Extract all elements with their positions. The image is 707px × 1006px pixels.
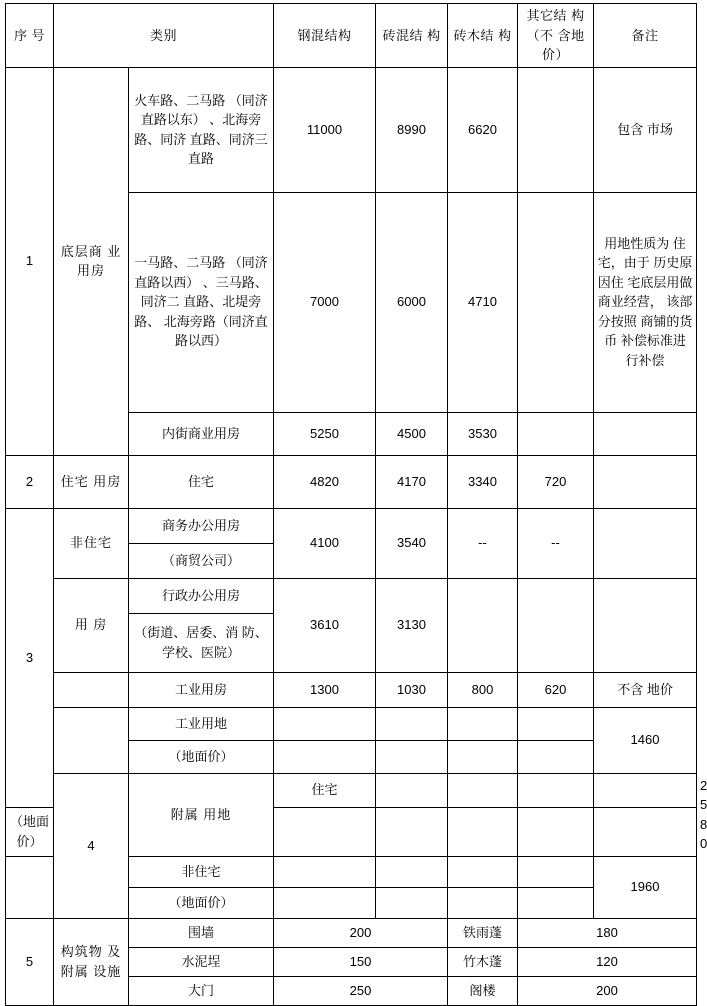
cell-qita bbox=[518, 578, 594, 672]
cell-zhuanmu bbox=[518, 773, 594, 807]
row-subcategory: 行政办公用房 bbox=[129, 578, 274, 613]
row-index: 3 bbox=[6, 508, 54, 807]
compensation-standards-table bbox=[5, 3, 707, 1006]
cell-note bbox=[594, 412, 697, 455]
table-row bbox=[6, 578, 697, 613]
cell-zhuanmu bbox=[448, 707, 518, 740]
row-subcategory-note: （商贸公司） bbox=[129, 543, 274, 578]
row-category: 附属 用地 bbox=[129, 773, 274, 856]
cell-qita bbox=[518, 887, 594, 918]
document-page bbox=[0, 3, 707, 1000]
row-subcategory: 内街商业用房 bbox=[129, 412, 274, 455]
cell-zhuanhun: 1030 bbox=[376, 672, 448, 707]
cell-zhuanhun bbox=[376, 740, 448, 773]
cell-qita bbox=[518, 67, 594, 192]
row-subcategory: 工业用房 bbox=[129, 672, 274, 707]
row-subcategory-note: （街道、居委、消 防、学校、医院） bbox=[129, 613, 274, 672]
row-category-part-a: 非住宅 bbox=[54, 508, 129, 578]
row-subcategory: 一马路、二马路 （同济直路以西） 、三马路、同济二 直路、北堤旁路、 北海旁路（同济直 路以西） bbox=[129, 192, 274, 412]
cell-zhuanhun bbox=[376, 807, 448, 856]
cell-zhuanmu: 6620 bbox=[448, 67, 518, 192]
facility-name-2: 阁楼 bbox=[448, 976, 518, 1005]
cell-qita bbox=[518, 192, 594, 412]
cell-ganghun: 1300 bbox=[274, 672, 376, 707]
table-row bbox=[6, 508, 697, 543]
row-category-spacer bbox=[54, 707, 129, 773]
row-category: 底层商 业用房 bbox=[54, 67, 129, 455]
cell-zhuanhun bbox=[376, 707, 448, 740]
header-ganghun: 钢混结构 bbox=[274, 4, 376, 68]
row-index: 5 bbox=[6, 918, 54, 1005]
cell-note: 包含 市场 bbox=[594, 67, 697, 192]
cell-note bbox=[594, 508, 697, 578]
cell-qita bbox=[594, 773, 697, 807]
cell-ganghun bbox=[376, 773, 448, 807]
cell-zhuanhun: 6000 bbox=[376, 192, 448, 412]
cell-qita bbox=[518, 856, 594, 887]
header-index: 序 号 bbox=[6, 4, 54, 68]
cell-zhuanhun: 3540 bbox=[376, 508, 448, 578]
facility-value-1: 200 bbox=[274, 918, 448, 947]
cell-qita bbox=[518, 807, 594, 856]
facility-name-2: 铁雨蓬 bbox=[448, 918, 518, 947]
facility-name-2: 竹木蓬 bbox=[448, 947, 518, 976]
header-note: 备注 bbox=[594, 4, 697, 68]
cell-qita: 620 bbox=[518, 672, 594, 707]
row-subcategory: 非住宅 bbox=[129, 856, 274, 887]
cell-qita: -- bbox=[518, 508, 594, 578]
cell-zhuanmu: -- bbox=[448, 508, 518, 578]
row-category: 住宅 用房 bbox=[54, 455, 129, 508]
cell-note bbox=[594, 578, 697, 672]
cell-zhuanmu bbox=[448, 740, 518, 773]
cell-ganghun: 7000 bbox=[274, 192, 376, 412]
table-row bbox=[6, 707, 697, 740]
header-zhuanmu: 砖木结 构 bbox=[448, 4, 518, 68]
cell-ganghun bbox=[274, 856, 376, 887]
cell-zhuanhun bbox=[376, 887, 448, 918]
cell-zhuanhun: 3130 bbox=[376, 578, 448, 672]
cell-ganghun: 4820 bbox=[274, 455, 376, 508]
cell-note bbox=[594, 455, 697, 508]
facility-name-1: 水泥埕 bbox=[129, 947, 274, 976]
cell-ganghun bbox=[274, 887, 376, 918]
facility-value-1: 250 bbox=[274, 976, 448, 1005]
facility-value-2: 120 bbox=[518, 947, 697, 976]
row-index: 2 bbox=[6, 455, 54, 508]
row-subcategory-note: （地面价） bbox=[6, 807, 54, 856]
header-qita: 其它结 构（不 含地价） bbox=[518, 4, 594, 68]
row-subcategory: 工业用地 bbox=[129, 707, 274, 740]
cell-zhuanhun bbox=[376, 856, 448, 887]
cell-zhuanmu: 800 bbox=[448, 672, 518, 707]
cell-note: 用地性质为 住宅，由于 历史原因住 宅底层用做 商业经营， 该部分按照 商铺的货币 补偿标准进 行补偿 bbox=[594, 192, 697, 412]
cell-zhuanhun: 4500 bbox=[376, 412, 448, 455]
cell-zhuanmu: 4710 bbox=[448, 192, 518, 412]
row-index: 1 bbox=[6, 67, 54, 455]
table-row bbox=[6, 67, 697, 192]
cell-zhuanhun: 4170 bbox=[376, 455, 448, 508]
cell-zhuanmu: 3340 bbox=[448, 455, 518, 508]
table-row bbox=[6, 455, 697, 508]
facility-name-1: 围墙 bbox=[129, 918, 274, 947]
cell-zhuanhun bbox=[448, 773, 518, 807]
facility-name-1: 大门 bbox=[129, 976, 274, 1005]
row-category: 构筑物 及附属 设施 bbox=[54, 918, 129, 1005]
cell-qita bbox=[518, 707, 594, 740]
row-category-part-b: 用 房 bbox=[54, 578, 129, 672]
cell-ganghun bbox=[274, 807, 376, 856]
header-zhuanhun: 砖混结 构 bbox=[376, 4, 448, 68]
row-subcategory: 火车路、二马路 （同济直路以东） 、北海旁路、同济 直路、同济三直路 bbox=[129, 67, 274, 192]
table-row bbox=[6, 918, 697, 947]
header-category: 类别 bbox=[54, 4, 274, 68]
facility-value-1: 150 bbox=[274, 947, 448, 976]
facility-value-2: 180 bbox=[518, 918, 697, 947]
cell-note: 不含 地价 bbox=[594, 672, 697, 707]
row-category-spacer bbox=[6, 856, 54, 918]
cell-zhuanmu bbox=[448, 807, 518, 856]
row-subcategory: 商务办公用房 bbox=[129, 508, 274, 543]
cell-ganghun: 5250 bbox=[274, 412, 376, 455]
cell-zhuanmu: 3530 bbox=[448, 412, 518, 455]
cell-zhuanmu bbox=[448, 578, 518, 672]
cell-qita bbox=[518, 740, 594, 773]
cell-ganghun: 11000 bbox=[274, 67, 376, 192]
row-subcategory-note: （地面价） bbox=[129, 740, 274, 773]
cell-ganghun bbox=[274, 707, 376, 740]
cell-note: 1460 bbox=[594, 707, 697, 773]
cell-note: 1960 bbox=[594, 856, 697, 918]
row-subcategory: 住宅 bbox=[129, 455, 274, 508]
cell-qita bbox=[518, 412, 594, 455]
cell-qita: 720 bbox=[518, 455, 594, 508]
cell-ganghun bbox=[274, 740, 376, 773]
cell-ganghun: 4100 bbox=[274, 508, 376, 578]
row-subcategory-note: （地面价） bbox=[129, 887, 274, 918]
cell-zhuanhun: 8990 bbox=[376, 67, 448, 192]
row-category-spacer bbox=[54, 672, 129, 707]
row-subcategory: 住宅 bbox=[274, 773, 376, 807]
table-header-row bbox=[6, 4, 697, 68]
row-index: 4 bbox=[54, 773, 129, 918]
table-row: 4 附属 用地 住宅 2580 bbox=[6, 773, 697, 807]
cell-zhuanmu bbox=[448, 856, 518, 887]
table-row bbox=[6, 672, 697, 707]
cell-ganghun: 3610 bbox=[274, 578, 376, 672]
facility-value-2: 200 bbox=[518, 976, 697, 1005]
cell-zhuanmu bbox=[448, 887, 518, 918]
